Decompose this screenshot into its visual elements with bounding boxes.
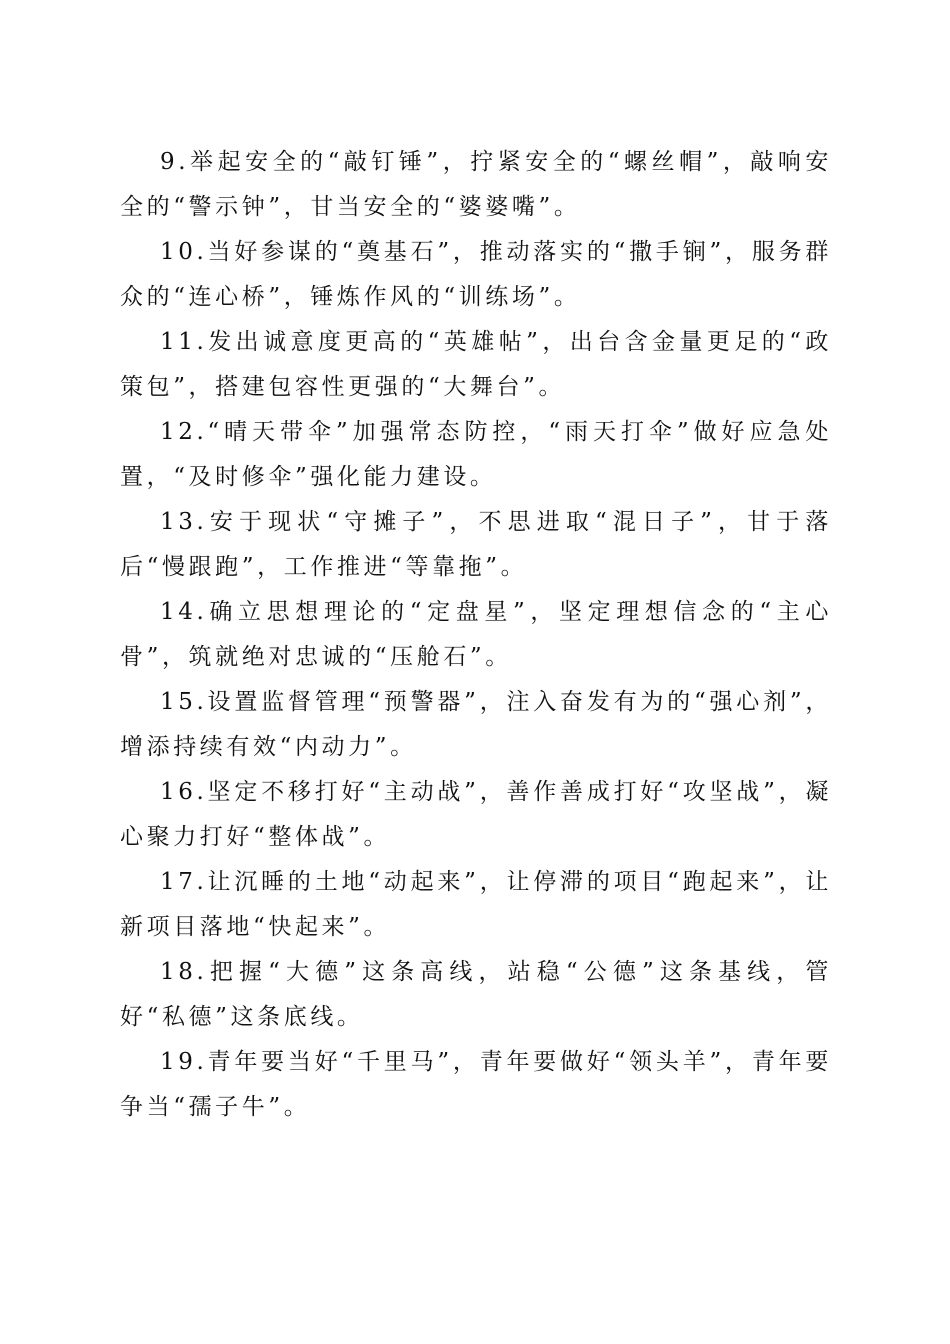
paragraph-9: 9.举起安全的“敲钉锤”，拧紧安全的“螺丝帽”，敲响安全的“警示钟”，甘当安全的“婆婆嘴”。 (120, 149, 832, 220)
paragraph-18: 18.把握“大德”这条高线，站稳“公德”这条基线，管好“私德”这条底线。 (120, 959, 832, 1030)
paragraph-16: 16.坚定不移打好“主动战”，善作善成打好“攻坚战”，凝心聚力打好“整体战”。 (120, 779, 832, 850)
paragraph-19: 19.青年要当好“千里马”，青年要做好“领头羊”，青年要争当“孺子牛”。 (120, 1049, 832, 1120)
paragraph-17: 17.让沉睡的土地“动起来”，让停滞的项目“跑起来”，让新项目落地“快起来”。 (120, 869, 832, 940)
paragraph-12: 12.“晴天带伞”加强常态防控，“雨天打伞”做好应急处置，“及时修伞”强化能力建设。 (120, 419, 832, 490)
paragraph-11: 11.发出诚意度更高的“英雄帖”，出台含金量更足的“政策包”，搭建包容性更强的“大舞台”。 (120, 329, 832, 400)
paragraph-15: 15.设置监督管理“预警器”，注入奋发有为的“强心剂”，增添持续有效“内动力”。 (120, 689, 832, 760)
document-body (120, 140, 832, 1130)
paragraph-13: 13.安于现状“守摊子”，不思进取“混日子”，甘于落后“慢跟跑”，工作推进“等靠拖”。 (120, 509, 832, 580)
paragraph-14: 14.确立思想理论的“定盘星”，坚定理想信念的“主心骨”，筑就绝对忠诚的“压舱石”。 (120, 599, 832, 670)
paragraph-10: 10.当好参谋的“奠基石”，推动落实的“撒手锏”，服务群众的“连心桥”，锤炼作风的“训练场”。 (120, 239, 832, 310)
